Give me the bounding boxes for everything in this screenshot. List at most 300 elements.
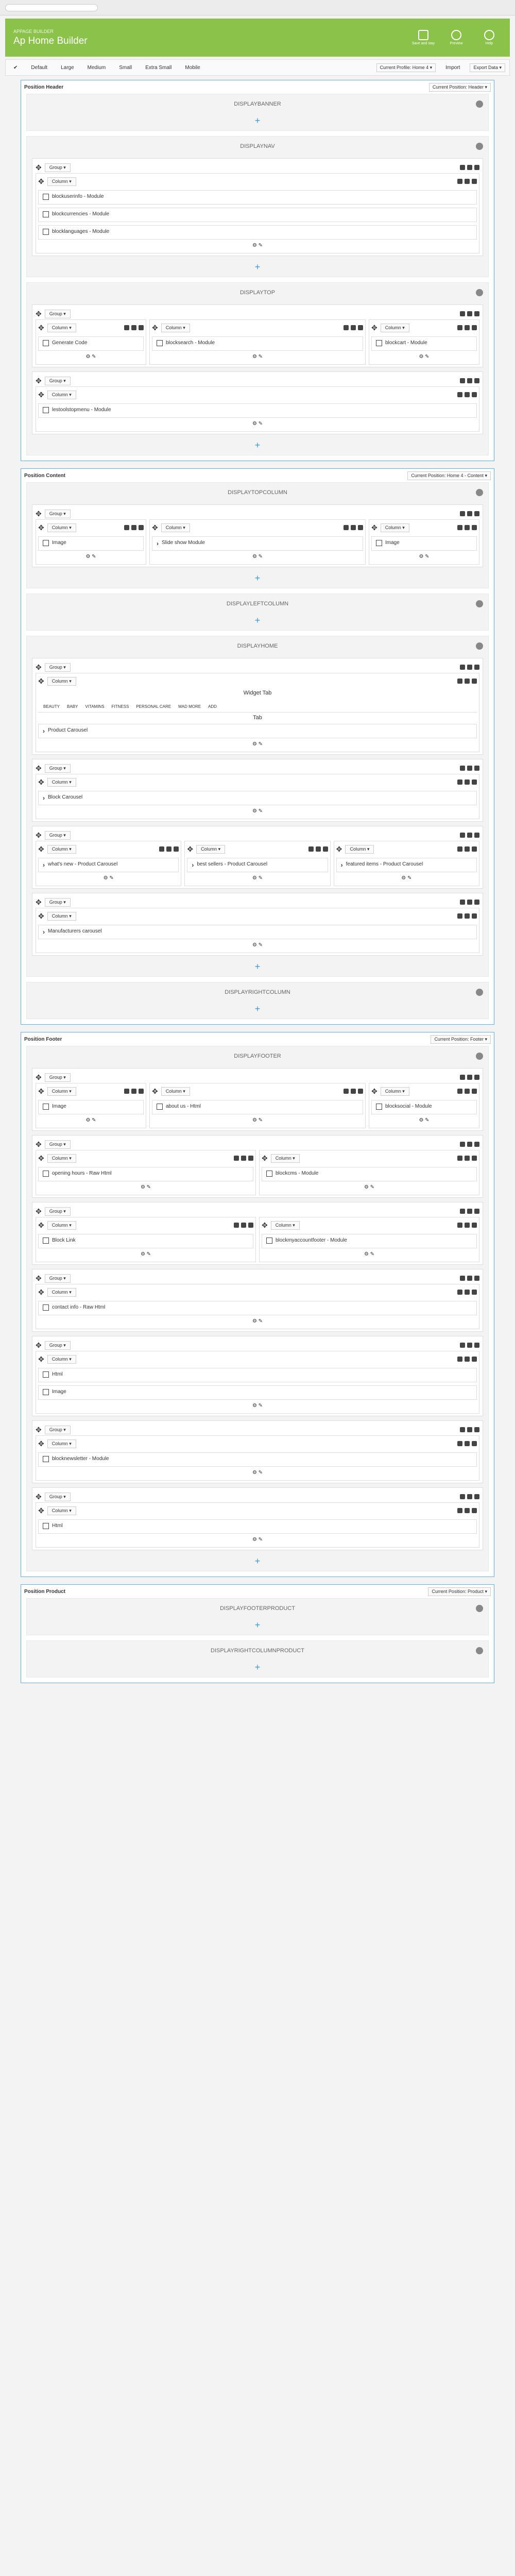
gear-icon[interactable]: [474, 1343, 479, 1348]
layout-icon[interactable]: [241, 1223, 246, 1228]
add-group-button[interactable]: +: [254, 1004, 261, 1014]
widget[interactable]: [262, 1167, 477, 1181]
column-footer[interactable]: ⚙ ✎: [364, 1251, 375, 1257]
add-icon[interactable]: [457, 1089, 462, 1094]
gear-icon[interactable]: [474, 1142, 479, 1147]
widget[interactable]: [38, 1301, 477, 1315]
add-icon[interactable]: [457, 392, 462, 397]
widget[interactable]: [38, 1167, 253, 1181]
add-icon[interactable]: [344, 525, 349, 530]
group-dropdown[interactable]: Group ▾: [45, 898, 71, 907]
column-footer[interactable]: ⚙ ✎: [419, 554, 430, 560]
column-footer[interactable]: ⚙ ✎: [364, 1184, 375, 1190]
layout-icon[interactable]: [465, 1089, 470, 1094]
column-footer[interactable]: ⚙ ✎: [140, 1184, 151, 1190]
column-footer[interactable]: ⚙ ✎: [140, 1251, 151, 1257]
layout-icon[interactable]: [166, 846, 171, 852]
layout-icon[interactable]: [131, 525, 136, 530]
add-icon[interactable]: [460, 1209, 465, 1214]
drag-icon[interactable]: ✥: [36, 1341, 42, 1349]
hook-settings-icon[interactable]: [476, 989, 483, 996]
size-2-button[interactable]: Medium: [87, 64, 106, 71]
drag-icon[interactable]: ✥: [36, 663, 42, 671]
layout-icon[interactable]: [467, 311, 472, 316]
layout-icon[interactable]: [467, 1276, 472, 1281]
layout-icon[interactable]: [467, 165, 472, 170]
drag-icon[interactable]: ✥: [262, 1221, 268, 1229]
gear-icon[interactable]: [472, 1089, 477, 1094]
column-dropdown[interactable]: Column ▾: [47, 1087, 76, 1096]
drag-icon[interactable]: ✥: [38, 390, 44, 399]
column-dropdown[interactable]: Column ▾: [345, 845, 374, 854]
group-icons: [460, 511, 479, 516]
layout-icon[interactable]: [465, 525, 470, 530]
widget[interactable]: [38, 403, 477, 418]
position-select[interactable]: Current Position: Home 4 - Content ▾: [407, 471, 491, 480]
widget[interactable]: [38, 208, 477, 222]
add-group-button[interactable]: +: [254, 961, 261, 972]
column-footer[interactable]: ⚙ ✎: [252, 243, 263, 248]
column-footer[interactable]: ⚙ ✎: [252, 1537, 263, 1543]
add-icon[interactable]: [457, 846, 462, 852]
hook-settings-icon[interactable]: [476, 1647, 483, 1654]
drag-icon[interactable]: ✥: [38, 1354, 44, 1363]
gear-icon[interactable]: [472, 1357, 477, 1362]
column-footer[interactable]: ⚙ ✎: [85, 1117, 96, 1123]
add-group-button[interactable]: +: [254, 573, 261, 583]
gear-icon[interactable]: [248, 1223, 253, 1228]
hook-settings-icon[interactable]: [476, 642, 483, 650]
gear-icon[interactable]: [474, 1276, 479, 1281]
size-0-button[interactable]: Default: [31, 64, 48, 71]
column-dropdown[interactable]: Column ▾: [47, 1439, 76, 1448]
column-footer[interactable]: ⚙ ✎: [252, 1318, 263, 1324]
tab-4[interactable]: PERSONAL CARE: [136, 704, 171, 709]
add-icon[interactable]: [460, 1343, 465, 1348]
drag-icon[interactable]: ✥: [38, 844, 44, 853]
add-icon[interactable]: [457, 1441, 462, 1446]
gear-icon[interactable]: [139, 325, 144, 330]
widget[interactable]: [187, 858, 328, 872]
add-icon[interactable]: [344, 1089, 349, 1094]
gear-icon[interactable]: [358, 325, 363, 330]
add-icon[interactable]: [457, 525, 462, 530]
add-icon[interactable]: [159, 846, 164, 852]
column-footer[interactable]: ⚙ ✎: [252, 808, 263, 814]
group-dropdown[interactable]: Group ▾: [45, 377, 71, 385]
layout-icon[interactable]: [467, 1209, 472, 1214]
drag-icon[interactable]: ✥: [36, 897, 42, 906]
position-select[interactable]: Current Position: Product ▾: [428, 1587, 491, 1596]
gear-icon[interactable]: [358, 1089, 363, 1094]
column-footer[interactable]: ⚙ ✎: [252, 1470, 263, 1476]
drag-icon[interactable]: ✥: [36, 1274, 42, 1282]
gear-icon[interactable]: [139, 525, 144, 530]
group-dropdown[interactable]: Group ▾: [45, 163, 71, 172]
layout-icon[interactable]: [467, 1494, 472, 1499]
drag-icon[interactable]: ✥: [38, 1087, 44, 1095]
widget[interactable]: [371, 1100, 477, 1114]
column-footer[interactable]: ⚙ ✎: [419, 354, 430, 360]
add-icon[interactable]: [234, 1223, 239, 1228]
wrench-icon[interactable]: ✔: [13, 64, 18, 71]
group-dropdown[interactable]: Group ▾: [45, 1073, 71, 1082]
add-icon[interactable]: [460, 311, 465, 316]
column-footer[interactable]: ⚙ ✎: [401, 875, 412, 881]
add-icon[interactable]: [457, 1357, 462, 1362]
add-icon[interactable]: [460, 665, 465, 670]
add-icon[interactable]: [460, 1276, 465, 1281]
layout-icon[interactable]: [465, 179, 470, 184]
add-icon[interactable]: [460, 511, 465, 516]
widget[interactable]: [38, 1368, 477, 1382]
column-dropdown[interactable]: Column ▾: [47, 324, 76, 332]
widget[interactable]: [38, 925, 477, 939]
gear-icon[interactable]: [472, 1441, 477, 1446]
drag-icon[interactable]: ✥: [36, 163, 42, 172]
gear-icon[interactable]: [474, 311, 479, 316]
group-dropdown[interactable]: Group ▾: [45, 764, 71, 773]
add-group-button[interactable]: +: [254, 262, 261, 272]
tab-0[interactable]: BEAUTY: [43, 704, 60, 709]
column-dropdown[interactable]: Column ▾: [271, 1221, 300, 1230]
size-5-button[interactable]: Mobile: [185, 64, 200, 71]
add-icon[interactable]: [460, 766, 465, 771]
column-footer[interactable]: ⚙ ✎: [103, 875, 114, 881]
column-dropdown[interactable]: Column ▾: [196, 845, 225, 854]
gear-icon[interactable]: [474, 1075, 479, 1080]
column-dropdown[interactable]: Column ▾: [47, 391, 76, 399]
widget[interactable]: [38, 336, 144, 351]
gear-icon[interactable]: [474, 665, 479, 670]
drag-icon[interactable]: ✥: [187, 844, 194, 853]
gear-icon[interactable]: [474, 1494, 479, 1499]
hook-settings-icon[interactable]: [476, 143, 483, 150]
add-group-button[interactable]: +: [254, 1556, 261, 1566]
drag-icon[interactable]: ✥: [36, 1073, 42, 1081]
gear-icon[interactable]: [474, 511, 479, 516]
layout-icon[interactable]: [351, 1089, 356, 1094]
section-2: [21, 1032, 494, 1577]
column-footer[interactable]: ⚙ ✎: [252, 1117, 263, 1123]
import-button[interactable]: Import: [445, 64, 460, 71]
widget[interactable]: [152, 336, 363, 351]
column-dropdown[interactable]: Column ▾: [47, 1506, 76, 1515]
drag-icon[interactable]: ✥: [36, 764, 42, 772]
gear-icon[interactable]: [323, 846, 328, 852]
layout-icon[interactable]: [131, 325, 136, 330]
gear-icon[interactable]: [474, 1427, 479, 1432]
layout-icon[interactable]: [465, 325, 470, 330]
drag-icon[interactable]: ✥: [36, 509, 42, 518]
group-dropdown[interactable]: Group ▾: [45, 1341, 71, 1350]
tab-1[interactable]: BABY: [67, 704, 78, 709]
widget[interactable]: [38, 858, 179, 872]
layout-icon[interactable]: [465, 392, 470, 397]
gear-icon[interactable]: [474, 165, 479, 170]
hook-settings-icon[interactable]: [476, 489, 483, 496]
layout-icon[interactable]: [467, 1075, 472, 1080]
column-footer[interactable]: ⚙ ✎: [252, 942, 263, 948]
drag-icon[interactable]: ✥: [38, 1439, 44, 1448]
add-icon[interactable]: [460, 165, 465, 170]
drag-icon[interactable]: ✥: [38, 523, 44, 532]
column-footer[interactable]: ⚙ ✎: [419, 1117, 430, 1123]
add-icon[interactable]: [124, 1089, 129, 1094]
gear-icon[interactable]: [474, 766, 479, 771]
drag-icon[interactable]: ✥: [38, 1221, 44, 1229]
widget[interactable]: [262, 1234, 477, 1248]
column-dropdown[interactable]: Column ▾: [47, 523, 76, 532]
drag-icon[interactable]: ✥: [36, 1140, 42, 1148]
column-dropdown[interactable]: Column ▾: [47, 177, 76, 186]
column-footer[interactable]: ⚙ ✎: [252, 1403, 263, 1409]
column-footer[interactable]: ⚙ ✎: [252, 554, 263, 560]
drag-icon[interactable]: ✥: [38, 1506, 44, 1515]
layout-icon[interactable]: [465, 913, 470, 919]
drag-icon[interactable]: ✥: [38, 177, 44, 185]
column-dropdown[interactable]: Column ▾: [47, 1221, 76, 1230]
gear-icon[interactable]: [472, 1290, 477, 1295]
drag-icon[interactable]: ✥: [371, 1087, 377, 1095]
widget[interactable]: [38, 724, 477, 738]
group-dropdown[interactable]: Group ▾: [45, 831, 71, 840]
add-icon[interactable]: [457, 1290, 462, 1295]
widget[interactable]: [371, 536, 477, 551]
gear-icon[interactable]: [474, 1209, 479, 1214]
add-icon[interactable]: [457, 679, 462, 684]
group-dropdown[interactable]: Group ▾: [45, 1207, 71, 1216]
group-dropdown[interactable]: Group ▾: [45, 1140, 71, 1149]
profile-select[interactable]: Current Profile: Home 4 ▾: [376, 63, 436, 72]
column-dropdown[interactable]: Column ▾: [47, 778, 76, 787]
widget[interactable]: [38, 536, 144, 551]
add-icon[interactable]: [460, 1142, 465, 1147]
layout-icon[interactable]: [316, 846, 321, 852]
column-dropdown[interactable]: Column ▾: [47, 1355, 76, 1364]
layout-icon[interactable]: [465, 779, 470, 785]
position-select[interactable]: Current Position: Footer ▾: [431, 1035, 491, 1044]
column-dropdown[interactable]: Column ▾: [47, 845, 76, 854]
group-dropdown[interactable]: Group ▾: [45, 310, 71, 318]
gear-icon[interactable]: [358, 525, 363, 530]
column-footer[interactable]: ⚙ ✎: [85, 554, 96, 560]
size-3-button[interactable]: Small: [119, 64, 132, 71]
widget[interactable]: [152, 1100, 363, 1114]
widget[interactable]: [38, 190, 477, 205]
widget[interactable]: [38, 225, 477, 240]
layout-icon[interactable]: [241, 1156, 246, 1161]
column-dropdown[interactable]: Column ▾: [47, 677, 76, 686]
position-select[interactable]: Current Position: Header ▾: [429, 83, 491, 92]
add-icon[interactable]: [457, 1156, 462, 1161]
widget[interactable]: [38, 1234, 253, 1248]
add-group-button[interactable]: +: [254, 440, 261, 450]
gear-icon[interactable]: [472, 392, 477, 397]
group-dropdown[interactable]: Group ▾: [45, 1426, 71, 1434]
add-group-button[interactable]: +: [254, 1662, 261, 1672]
drag-icon[interactable]: ✥: [36, 831, 42, 839]
drag-icon[interactable]: ✥: [38, 1154, 44, 1162]
group-dropdown[interactable]: Group ▾: [45, 1274, 71, 1283]
gear-icon[interactable]: [472, 1223, 477, 1228]
add-icon[interactable]: [457, 913, 462, 919]
add-icon[interactable]: [124, 525, 129, 530]
widget[interactable]: [152, 536, 363, 551]
column-footer[interactable]: ⚙ ✎: [85, 354, 96, 360]
help-button[interactable]: Help: [477, 30, 502, 45]
gear-icon[interactable]: [472, 1156, 477, 1161]
drag-icon[interactable]: ✥: [38, 911, 44, 920]
add-icon[interactable]: [460, 1494, 465, 1499]
drag-icon[interactable]: ✥: [36, 309, 42, 318]
layout-icon[interactable]: [351, 525, 356, 530]
column-footer[interactable]: ⚙ ✎: [252, 421, 263, 427]
gear-icon[interactable]: [139, 1089, 144, 1094]
column-footer[interactable]: ⚙ ✎: [252, 741, 263, 747]
tab-5[interactable]: MAD MORE: [178, 704, 201, 709]
drag-icon[interactable]: ✥: [336, 844, 342, 853]
column-dropdown[interactable]: Column ▾: [161, 523, 190, 532]
tab-6[interactable]: ADD: [208, 704, 217, 709]
hook-settings-icon[interactable]: [476, 1605, 483, 1612]
add-icon[interactable]: [460, 900, 465, 905]
hook-settings-icon[interactable]: [476, 289, 483, 296]
column-dropdown[interactable]: Column ▾: [47, 1288, 76, 1297]
widget[interactable]: [38, 791, 477, 805]
drag-icon[interactable]: ✥: [36, 1425, 42, 1434]
drag-icon[interactable]: ✥: [152, 523, 158, 532]
layout-icon[interactable]: [465, 679, 470, 684]
column-dropdown[interactable]: Column ▾: [381, 523, 409, 532]
column-footer[interactable]: ⚙ ✎: [252, 875, 263, 881]
add-icon[interactable]: [457, 779, 462, 785]
hook-settings-icon[interactable]: [476, 1053, 483, 1060]
layout-icon[interactable]: [465, 1357, 470, 1362]
drag-icon[interactable]: ✥: [36, 1492, 42, 1501]
layout-icon[interactable]: [465, 1223, 470, 1228]
drag-icon[interactable]: ✥: [371, 523, 377, 532]
gear-icon[interactable]: [472, 1508, 477, 1513]
layout-icon[interactable]: [465, 1290, 470, 1295]
layout-icon[interactable]: [465, 1156, 470, 1161]
add-group-button[interactable]: +: [254, 615, 261, 625]
drag-icon[interactable]: ✥: [36, 376, 42, 385]
column-dropdown[interactable]: Column ▾: [47, 912, 76, 921]
add-icon[interactable]: [460, 833, 465, 838]
layout-icon[interactable]: [131, 1089, 136, 1094]
gear-icon[interactable]: [472, 679, 477, 684]
layout-icon[interactable]: [467, 1427, 472, 1432]
gear-icon[interactable]: [472, 525, 477, 530]
layout-icon[interactable]: [351, 325, 356, 330]
drag-icon[interactable]: ✥: [262, 1154, 268, 1162]
layout-icon[interactable]: [467, 833, 472, 838]
group-dropdown[interactable]: Group ▾: [45, 663, 71, 672]
add-icon[interactable]: [457, 179, 462, 184]
drag-icon[interactable]: ✥: [38, 777, 44, 786]
url-bar[interactable]: [5, 4, 98, 11]
tab-3[interactable]: FITNESS: [111, 704, 129, 709]
drag-icon[interactable]: ✥: [38, 676, 44, 685]
drag-icon[interactable]: ✥: [152, 1087, 158, 1095]
drag-icon[interactable]: ✥: [371, 323, 377, 332]
add-icon[interactable]: [457, 1508, 462, 1513]
add-icon[interactable]: [460, 1427, 465, 1432]
drag-icon[interactable]: ✥: [36, 1207, 42, 1215]
add-group-button[interactable]: +: [254, 1620, 261, 1630]
layout-icon[interactable]: [467, 1343, 472, 1348]
gear-icon[interactable]: [472, 325, 477, 330]
layout-icon[interactable]: [467, 766, 472, 771]
gear-icon[interactable]: [472, 913, 477, 919]
size-4-button[interactable]: Extra Small: [145, 64, 172, 71]
add-icon[interactable]: [308, 846, 314, 852]
gear-icon[interactable]: [474, 900, 479, 905]
layout-icon[interactable]: [465, 846, 470, 852]
widget[interactable]: [38, 1519, 477, 1534]
gear-icon[interactable]: [248, 1156, 253, 1161]
column-dropdown[interactable]: Column ▾: [381, 324, 409, 332]
add-icon[interactable]: [234, 1156, 239, 1161]
add-icon[interactable]: [460, 378, 465, 383]
column-dropdown[interactable]: Column ▾: [381, 1087, 409, 1096]
column-dropdown[interactable]: Column ▾: [161, 1087, 190, 1096]
gear-icon[interactable]: [472, 846, 477, 852]
column-footer[interactable]: ⚙ ✎: [252, 354, 263, 360]
widget[interactable]: [38, 1100, 144, 1114]
add-icon[interactable]: [460, 1075, 465, 1080]
tab-2[interactable]: VITAMINS: [85, 704, 105, 709]
layout-icon[interactable]: [465, 1441, 470, 1446]
add-icon[interactable]: [124, 325, 129, 330]
drag-icon[interactable]: ✥: [38, 1287, 44, 1296]
export-button[interactable]: Export Data ▾: [470, 63, 505, 72]
group-dropdown[interactable]: Group ▾: [45, 1493, 71, 1501]
layout-icon[interactable]: [467, 900, 472, 905]
layout-icon[interactable]: [467, 511, 472, 516]
layout-icon[interactable]: [467, 665, 472, 670]
hook-settings-icon[interactable]: [476, 100, 483, 108]
drag-icon[interactable]: ✥: [38, 323, 44, 332]
column-dropdown[interactable]: Column ▾: [161, 324, 190, 332]
add-icon[interactable]: [457, 325, 462, 330]
widget[interactable]: [38, 1452, 477, 1467]
column-dropdown[interactable]: Column ▾: [271, 1154, 300, 1163]
gear-icon[interactable]: [472, 179, 477, 184]
size-1-button[interactable]: Large: [61, 64, 74, 71]
gear-icon[interactable]: [474, 833, 479, 838]
add-icon[interactable]: [344, 325, 349, 330]
column-dropdown[interactable]: Column ▾: [47, 1154, 76, 1163]
gear-icon[interactable]: [174, 846, 179, 852]
save-button[interactable]: Save and stay: [411, 30, 436, 45]
hook-settings-icon[interactable]: [476, 600, 483, 607]
layout-icon[interactable]: [465, 1508, 470, 1513]
add-icon[interactable]: [457, 1223, 462, 1228]
drag-icon[interactable]: ✥: [152, 323, 158, 332]
gear-icon[interactable]: [474, 378, 479, 383]
widget[interactable]: [371, 336, 477, 351]
widget[interactable]: [38, 1385, 477, 1400]
gear-icon[interactable]: [472, 779, 477, 785]
preview-button[interactable]: Preview: [444, 30, 469, 45]
add-group-button[interactable]: +: [254, 115, 261, 126]
group-dropdown[interactable]: Group ▾: [45, 510, 71, 518]
layout-icon[interactable]: [467, 1142, 472, 1147]
layout-icon[interactable]: [467, 378, 472, 383]
widget[interactable]: [336, 858, 477, 872]
